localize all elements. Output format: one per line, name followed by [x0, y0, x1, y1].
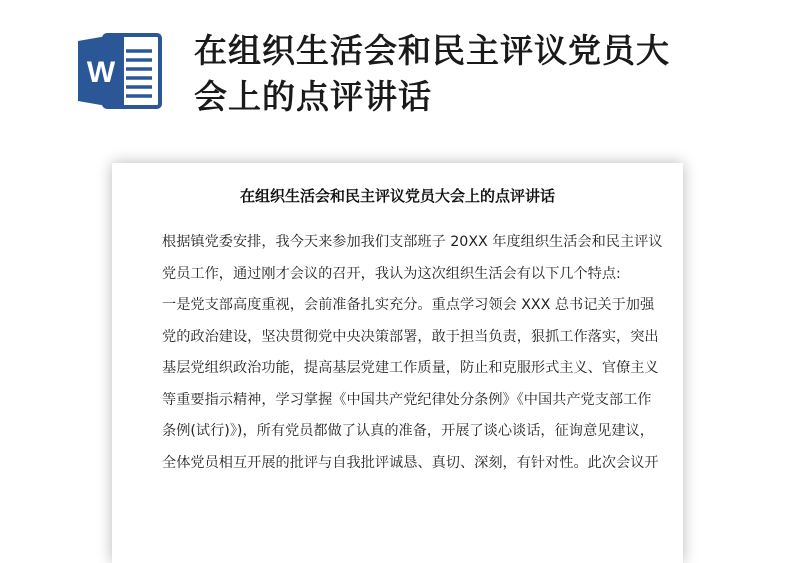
- word-icon-letter: W: [86, 56, 116, 89]
- document-line: 根据镇党委安排，我今天来参加我们支部班子 20XX 年度组织生活会和民主评议: [162, 234, 663, 250]
- document-line: 一是党支部高度重视，会前准备扎实充分。重点学习领会 XXX 总书记关于加强: [162, 297, 655, 313]
- page-title: [194, 28, 754, 120]
- word-document-icon: [76, 31, 164, 111]
- header-banner: [0, 0, 800, 150]
- document-line: 党的政治建设，坚决贯彻党中央决策部署，敢于担当负责，狠抓工作落实，突出: [162, 328, 659, 345]
- document-line: 条例(试行)》)，所有党员都做了认真的准备，开展了谈心谈话，征询意见建议，: [162, 423, 654, 439]
- document-line: 基层党组织政治功能，提高基层党建工作质量，防止和克服形式主义、官僚主义: [162, 360, 659, 376]
- document-title: 在组织生活会和民主评议党员大会上的点评讲话: [239, 187, 555, 205]
- document-line: 等重要指示精神，学习掌握《中国共产党纪律处分条例》《中国共产党支部工作: [162, 391, 652, 408]
- document-line: 党员工作，通过刚才会议的召开，我认为这次组织生活会有以下几个特点:: [162, 265, 621, 282]
- document-body: [162, 227, 663, 479]
- page-title-line-1: 在组织生活会和民主评议党员大: [194, 31, 670, 70]
- document-page: [112, 163, 683, 563]
- document-line: 全体党员相互开展的批评与自我批评诚恳、真切、深刻，有针对性。此次会议开: [162, 454, 659, 471]
- page-title-line-2: 会上的点评讲话: [194, 77, 432, 116]
